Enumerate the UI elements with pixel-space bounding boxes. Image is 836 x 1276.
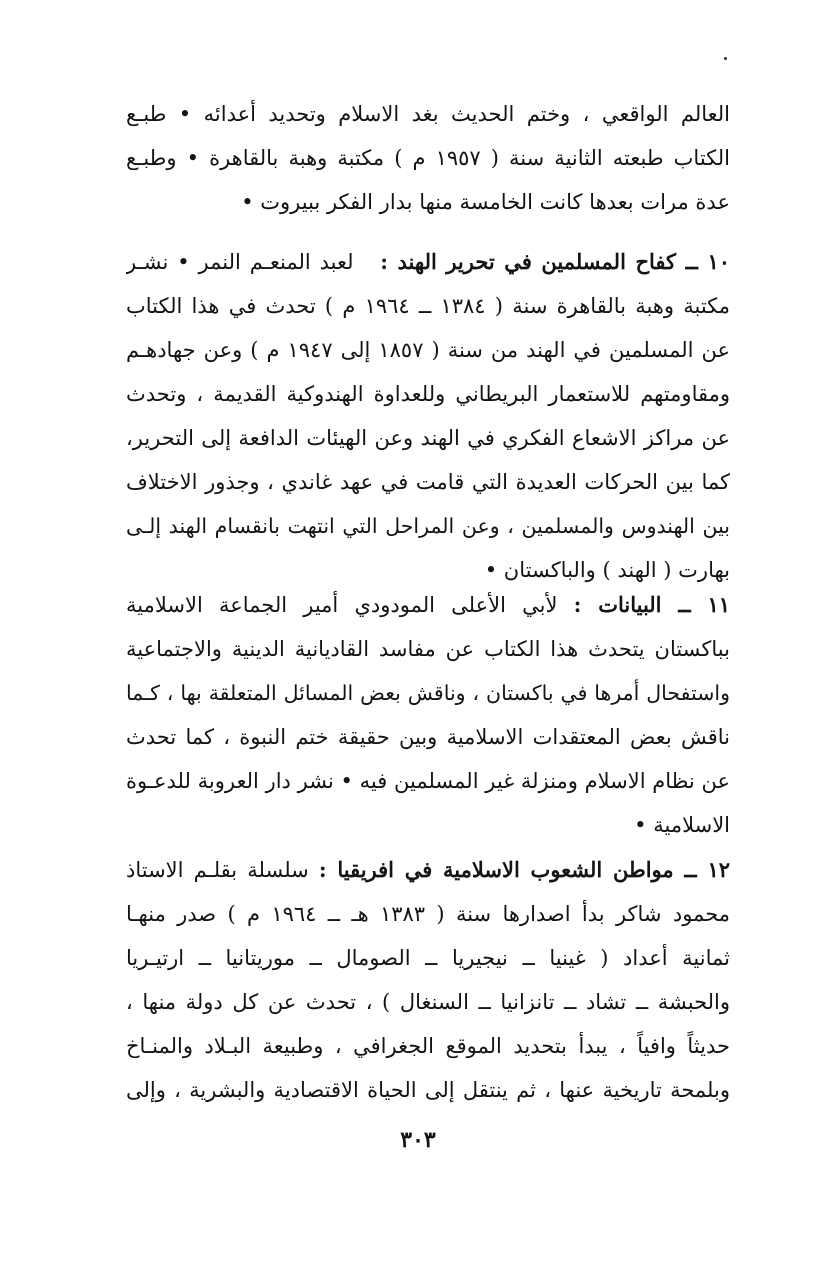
text-line: عن نظام الاسلام ومنزلة غير المسلمين فيه • نشر دار العروبة للدعـوة [126,769,730,793]
entry-first-line [126,848,730,892]
text-line: كما بين الحركات العديدة التي قامت في عهد غاندي ، وجذور الاختلاف [126,470,730,494]
text-line: مكتبة وهبة بالقاهرة سنة ( ١٣٨٤ ــ ١٩٦٤ م ) تحدث في هذا الكتاب [126,294,730,318]
text-line: عن مراكز الاشعاع الفكري في الهند وعن الهيئات الدافعة إلى التحرير، [126,426,730,450]
text-line: والحبشة ــ تشاد ــ تانزانيا ــ السنغال ) ، تحدث عن كل دولة منها ، [126,990,730,1014]
stray-dot-mark [724,57,727,60]
text-line: محمود شاكر بدأ اصدارها سنة ( ١٣٨٣ هـ ــ ١٩٦٤ م ) صدر منهـا [126,902,730,926]
text-line: حديثاً وافياً ، يبدأ بتحديد الموقع الجغرافي ، وطبيعة البـلاد والمنـاخ [126,1034,730,1058]
entry-11-paragraph [126,583,730,847]
text-line: وبلمحة تاريخية عنها ، ثم ينتقل إلى الحياة الاقتصادية والبشرية ، وإلى [126,1078,730,1102]
entry-heading: ١٠ ــ كفاح المسلمين في تحرير الهند : [380,249,730,274]
entry-first-line-text: لأبي الأعلى المودودي أمير الجماعة الاسلامية [126,593,558,617]
text-line: ناقش بعض المعتقدات الاسلامية وبين حقيقة ختم النبوة ، كما تحدث [126,725,730,749]
text-line: الكتاب طبعته الثانية سنة ( ١٩٥٧ م ) مكتبة وهبة بالقاهرة • وطبـع [126,146,730,170]
entry-heading: ١٢ ــ مواطن الشعوب الاسلامية في افريقيا : [318,857,730,882]
text-line: عن المسلمين في الهند من سنة ( ١٨٥٧ إلى ١٩٤٧ م ) وعن جهادهـم [126,338,730,362]
text-line: بين الهندوس والمسلمين ، وعن المراحل التي انتهت بانقسام الهند إلـى [126,514,730,538]
text-line: بهارت ( الهند ) والباكستان • [484,558,730,582]
text-line: ثمانية أعداد ( غينيا ــ نيجيريا ــ الصومال ــ موريتانيا ــ ارتيـريا [126,946,730,970]
text-line: بباكستان يتحدث هذا الكتاب عن مفاسد القاديانية الدينية والاجتماعية [126,637,730,661]
entry-first-line-text: سلسلة بقلـم الاستاذ [126,858,309,882]
text-line: الاسلامية • [634,813,730,837]
entry-10-paragraph [126,240,730,592]
entry-heading: ١١ ــ البيانات : [573,592,730,617]
entry-12-paragraph [126,848,730,1112]
text-line: ومقاومتهم للاستعمار البريطاني وللعداوة الهندوكية القديمة ، وتحدث [126,382,730,406]
text-line: العالم الواقعي ، وختم الحديث بغد الاسلام وتحديد أعدائه • طبـع [126,102,730,126]
entry-first-line [126,583,730,627]
page-number: ٣٠٣ [400,1127,436,1153]
text-line: واستفحال أمرها في باكستان ، وناقش بعض المسائل المتعلقة بها ، كـما [126,681,730,705]
entry-first-line [126,240,730,284]
paragraph-continuation [126,92,730,224]
entry-first-line-text: لعبد المنعـم النمر • نشـر [126,250,354,274]
text-line: عدة مرات بعدها كانت الخامسة منها بدار الفكر ببيروت • [241,190,730,214]
